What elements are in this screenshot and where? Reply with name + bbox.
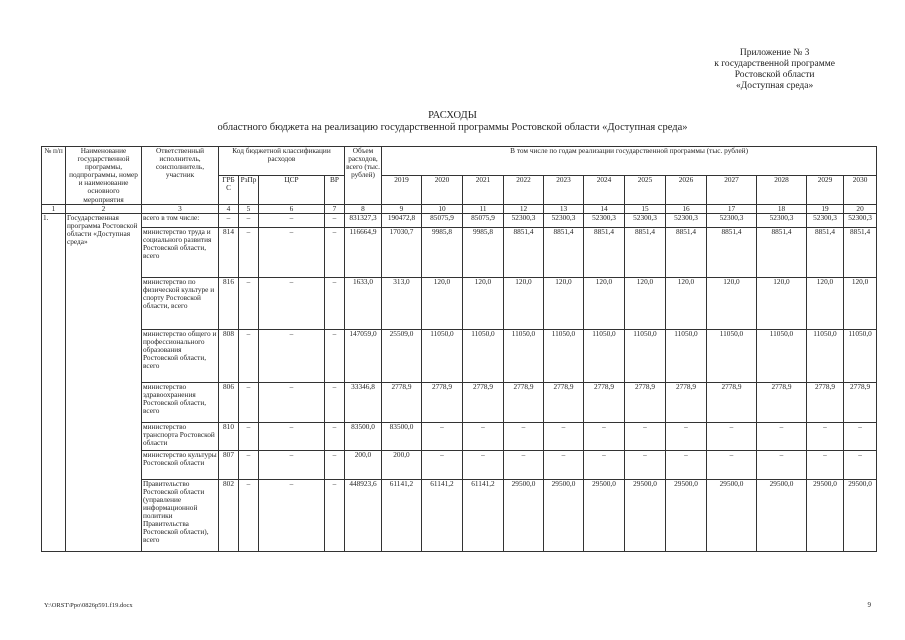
year-value-cell: 25509,0 xyxy=(382,329,422,382)
year-value-cell: – xyxy=(544,422,584,450)
csr-cell: – xyxy=(259,382,325,422)
year-value-cell: 2778,9 xyxy=(757,382,807,422)
year-value-cell: 8851,4 xyxy=(625,227,666,277)
year-value-cell: 52300,3 xyxy=(625,213,666,227)
rzpr-cell: – xyxy=(239,227,259,277)
year-value-cell: 61141,2 xyxy=(382,479,422,551)
header-csr: ЦСР xyxy=(259,175,325,204)
year-value-cell: 29500,0 xyxy=(544,479,584,551)
year-value-cell: 2778,9 xyxy=(422,382,463,422)
year-value-cell: 17030,7 xyxy=(382,227,422,277)
year-value-cell: 8851,4 xyxy=(544,227,584,277)
year-value-cell: 120,0 xyxy=(757,277,807,329)
executor-cell: министерство труда и социального развития Ростовской области, всего xyxy=(142,227,219,277)
year-value-cell: 120,0 xyxy=(625,277,666,329)
header-vr: ВР xyxy=(325,175,345,204)
year-value-cell: 9985,8 xyxy=(422,227,463,277)
header-rzpr: РзПр xyxy=(239,175,259,204)
column-number: 17 xyxy=(707,204,757,213)
appendix-block xyxy=(714,48,835,92)
vr-cell: – xyxy=(325,479,345,551)
column-number: 16 xyxy=(666,204,707,213)
executor-cell: министерство здравоохранения Ростовской области, всего xyxy=(142,382,219,422)
year-value-cell: 29500,0 xyxy=(807,479,844,551)
year-value-cell: 52300,3 xyxy=(757,213,807,227)
year-value-cell: 2778,9 xyxy=(844,382,877,422)
year-value-cell: 8851,4 xyxy=(807,227,844,277)
table-row xyxy=(42,479,877,551)
year-value-cell: – xyxy=(504,450,544,479)
year-value-cell: 11050,0 xyxy=(584,329,625,382)
vr-cell: – xyxy=(325,213,345,227)
year-value-cell: 29500,0 xyxy=(844,479,877,551)
vr-cell: – xyxy=(325,277,345,329)
rzpr-cell: – xyxy=(239,213,259,227)
year-value-cell: 120,0 xyxy=(666,277,707,329)
year-value-cell: 52300,3 xyxy=(707,213,757,227)
grbs-cell: 807 xyxy=(219,450,239,479)
year-value-cell: 120,0 xyxy=(584,277,625,329)
year-value-cell: 2778,9 xyxy=(382,382,422,422)
rzpr-cell: – xyxy=(239,422,259,450)
year-value-cell: 11050,0 xyxy=(625,329,666,382)
year-value-cell: 52300,3 xyxy=(844,213,877,227)
csr-cell: – xyxy=(259,213,325,227)
year-value-cell: 2778,9 xyxy=(625,382,666,422)
csr-cell: – xyxy=(259,450,325,479)
year-value-cell: 29500,0 xyxy=(666,479,707,551)
year-value-cell: 11050,0 xyxy=(757,329,807,382)
year-value-cell: 8851,4 xyxy=(504,227,544,277)
total-cell: 448923,6 xyxy=(345,479,382,551)
header-executor: Ответственный исполнитель, соисполнитель, участник xyxy=(142,147,219,205)
year-value-cell: 8851,4 xyxy=(584,227,625,277)
year-value-cell: – xyxy=(463,450,504,479)
year-value-cell: – xyxy=(807,450,844,479)
vr-cell: – xyxy=(325,329,345,382)
total-cell: 200,0 xyxy=(345,450,382,479)
footer-path: Y:\ORST\Ppo\0826p591.f19.docx xyxy=(44,602,133,609)
header-years-group: В том числе по годам реализации государственной программы (тыс. рублей) xyxy=(382,147,877,176)
header-year: 2023 xyxy=(544,175,584,204)
header-year: 2030 xyxy=(844,175,877,204)
year-value-cell: 85075,9 xyxy=(463,213,504,227)
grbs-cell: 802 xyxy=(219,479,239,551)
table-row xyxy=(42,329,877,382)
header-year: 2026 xyxy=(666,175,707,204)
year-value-cell: – xyxy=(807,422,844,450)
year-value-cell: 83500,0 xyxy=(382,422,422,450)
rzpr-cell: – xyxy=(239,277,259,329)
year-value-cell: – xyxy=(707,450,757,479)
year-value-cell: – xyxy=(844,422,877,450)
rzpr-cell: – xyxy=(239,329,259,382)
table-row xyxy=(42,213,877,227)
executor-cell: министерство транспорта Ростовской области xyxy=(142,422,219,450)
year-value-cell: 2778,9 xyxy=(666,382,707,422)
year-value-cell: – xyxy=(504,422,544,450)
appendix-line: Приложение № 3 xyxy=(739,48,810,58)
header-row xyxy=(42,147,877,176)
header-year: 2025 xyxy=(625,175,666,204)
year-value-cell: – xyxy=(757,450,807,479)
column-number: 15 xyxy=(625,204,666,213)
grbs-cell: 806 xyxy=(219,382,239,422)
appendix-line: «Доступная среда» xyxy=(736,81,814,91)
year-value-cell: 11050,0 xyxy=(844,329,877,382)
year-value-cell: – xyxy=(757,422,807,450)
year-value-cell: – xyxy=(463,422,504,450)
year-value-cell: 2778,9 xyxy=(463,382,504,422)
grbs-cell: 808 xyxy=(219,329,239,382)
year-value-cell: 11050,0 xyxy=(544,329,584,382)
table-row xyxy=(42,422,877,450)
year-value-cell: 2778,9 xyxy=(707,382,757,422)
header-year: 2019 xyxy=(382,175,422,204)
total-cell: 1633,0 xyxy=(345,277,382,329)
year-value-cell: 85075,9 xyxy=(422,213,463,227)
year-value-cell: 120,0 xyxy=(504,277,544,329)
column-number: 9 xyxy=(382,204,422,213)
header-volume: Объем расходов, всего (тыс. рублей) xyxy=(345,147,382,205)
column-number: 6 xyxy=(259,204,325,213)
column-number: 1 xyxy=(42,204,66,213)
column-number: 7 xyxy=(325,204,345,213)
column-number: 3 xyxy=(142,204,219,213)
year-value-cell: – xyxy=(584,422,625,450)
table-row xyxy=(42,227,877,277)
column-number: 2 xyxy=(66,204,142,213)
total-cell: 147059,0 xyxy=(345,329,382,382)
header-year: 2020 xyxy=(422,175,463,204)
program-name: Государственная программа Ростовской области «Доступная среда» xyxy=(66,213,142,551)
year-value-cell: – xyxy=(422,450,463,479)
year-value-cell: 29500,0 xyxy=(625,479,666,551)
year-value-cell: 190472,8 xyxy=(382,213,422,227)
grbs-cell: – xyxy=(219,213,239,227)
year-value-cell: 11050,0 xyxy=(666,329,707,382)
year-value-cell: 29500,0 xyxy=(504,479,544,551)
column-number: 14 xyxy=(584,204,625,213)
grbs-cell: 816 xyxy=(219,277,239,329)
year-value-cell: 8851,4 xyxy=(666,227,707,277)
header-num: № п/п xyxy=(42,147,66,205)
executor-cell: Правительство Ростовской области (управление информационной политики Правительства Ростовской области), всего xyxy=(142,479,219,551)
year-value-cell: – xyxy=(666,422,707,450)
grbs-cell: 814 xyxy=(219,227,239,277)
header-year: 2021 xyxy=(463,175,504,204)
csr-cell: – xyxy=(259,422,325,450)
year-value-cell: 120,0 xyxy=(844,277,877,329)
year-value-cell: 52300,3 xyxy=(584,213,625,227)
column-number: 12 xyxy=(504,204,544,213)
column-number: 10 xyxy=(422,204,463,213)
year-value-cell: 29500,0 xyxy=(757,479,807,551)
year-value-cell: 2778,9 xyxy=(584,382,625,422)
column-number: 18 xyxy=(757,204,807,213)
program-number: 1. xyxy=(42,213,66,551)
total-cell: 33346,8 xyxy=(345,382,382,422)
year-value-cell: – xyxy=(666,450,707,479)
header-year: 2024 xyxy=(584,175,625,204)
header-name: Наименование государственной программы, подпрограммы, номер и наименование основного мероприятия xyxy=(66,147,142,205)
total-cell: 116664,9 xyxy=(345,227,382,277)
vr-cell: – xyxy=(325,227,345,277)
year-value-cell: 52300,3 xyxy=(666,213,707,227)
year-value-cell: 52300,3 xyxy=(504,213,544,227)
column-number: 20 xyxy=(844,204,877,213)
year-value-cell: 2778,9 xyxy=(504,382,544,422)
title-line: областного бюджета на реализацию государственной программы Ростовской области «Доступная среда» xyxy=(217,122,688,133)
rzpr-cell: – xyxy=(239,479,259,551)
year-value-cell: 313,0 xyxy=(382,277,422,329)
table-row xyxy=(42,450,877,479)
year-value-cell: – xyxy=(584,450,625,479)
year-value-cell: 52300,3 xyxy=(544,213,584,227)
appendix-line: Ростовской области xyxy=(734,70,815,80)
expenses-table xyxy=(41,146,877,552)
year-value-cell: 61141,2 xyxy=(422,479,463,551)
year-value-cell: 120,0 xyxy=(707,277,757,329)
year-value-cell: 11050,0 xyxy=(504,329,544,382)
document-title xyxy=(0,110,905,134)
header-grbs: ГРБС xyxy=(219,175,239,204)
year-value-cell: – xyxy=(625,422,666,450)
year-value-cell: 61141,2 xyxy=(463,479,504,551)
year-value-cell: 11050,0 xyxy=(707,329,757,382)
year-value-cell: – xyxy=(544,450,584,479)
vr-cell: – xyxy=(325,382,345,422)
header-code-group: Код бюджетной классификации расходов xyxy=(219,147,345,176)
table-row xyxy=(42,277,877,329)
vr-cell: – xyxy=(325,450,345,479)
year-value-cell: 8851,4 xyxy=(844,227,877,277)
year-value-cell: 11050,0 xyxy=(422,329,463,382)
appendix-line: к государственной программе xyxy=(714,59,835,69)
year-value-cell: 52300,3 xyxy=(807,213,844,227)
executor-cell: министерство по физической культуре и спорту Ростовской области, всего xyxy=(142,277,219,329)
vr-cell: – xyxy=(325,422,345,450)
column-number: 19 xyxy=(807,204,844,213)
column-number: 4 xyxy=(219,204,239,213)
table-row xyxy=(42,382,877,422)
column-numbers-row xyxy=(42,204,877,213)
year-value-cell: 120,0 xyxy=(807,277,844,329)
year-value-cell: 9985,8 xyxy=(463,227,504,277)
header-year: 2027 xyxy=(707,175,757,204)
year-value-cell: 8851,4 xyxy=(757,227,807,277)
year-value-cell: – xyxy=(707,422,757,450)
column-number: 5 xyxy=(239,204,259,213)
header-year: 2028 xyxy=(757,175,807,204)
rzpr-cell: – xyxy=(239,450,259,479)
year-value-cell: 11050,0 xyxy=(807,329,844,382)
year-value-cell: – xyxy=(422,422,463,450)
year-value-cell: – xyxy=(844,450,877,479)
header-year: 2022 xyxy=(504,175,544,204)
column-number: 11 xyxy=(463,204,504,213)
page-number: 9 xyxy=(867,601,871,609)
total-cell: 83500,0 xyxy=(345,422,382,450)
year-value-cell: 120,0 xyxy=(463,277,504,329)
csr-cell: – xyxy=(259,479,325,551)
year-value-cell: 120,0 xyxy=(544,277,584,329)
csr-cell: – xyxy=(259,329,325,382)
executor-cell: министерство культуры Ростовской области xyxy=(142,450,219,479)
executor-cell: всего в том числе: xyxy=(142,213,219,227)
column-number: 8 xyxy=(345,204,382,213)
total-cell: 831327,3 xyxy=(345,213,382,227)
title-line: РАСХОДЫ xyxy=(428,110,477,121)
csr-cell: – xyxy=(259,227,325,277)
year-value-cell: 200,0 xyxy=(382,450,422,479)
year-value-cell: 8851,4 xyxy=(707,227,757,277)
year-value-cell: 29500,0 xyxy=(707,479,757,551)
rzpr-cell: – xyxy=(239,382,259,422)
executor-cell: министерство общего и профессионального образования Ростовской области, всего xyxy=(142,329,219,382)
header-year: 2029 xyxy=(807,175,844,204)
year-value-cell: 120,0 xyxy=(422,277,463,329)
grbs-cell: 810 xyxy=(219,422,239,450)
year-value-cell: 11050,0 xyxy=(463,329,504,382)
column-number: 13 xyxy=(544,204,584,213)
csr-cell: – xyxy=(259,277,325,329)
year-value-cell: 2778,9 xyxy=(807,382,844,422)
year-value-cell: 29500,0 xyxy=(584,479,625,551)
year-value-cell: – xyxy=(625,450,666,479)
year-value-cell: 2778,9 xyxy=(544,382,584,422)
